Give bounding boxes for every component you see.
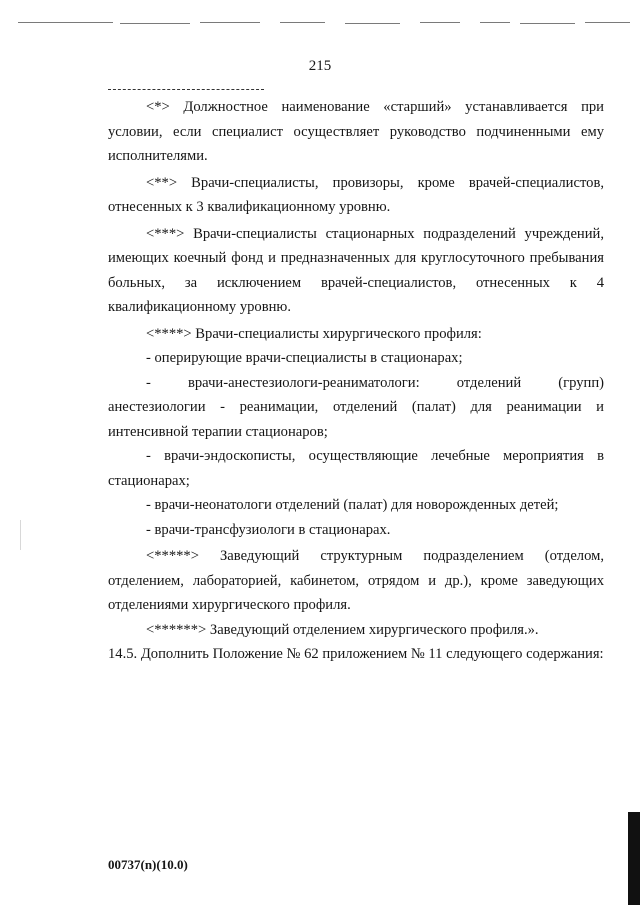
footnote-separator bbox=[108, 89, 264, 90]
footnote-surgical-header: <****> Врачи-специалисты хирургического профиля: bbox=[146, 325, 482, 342]
list-item-anesthesiology: - врачи-анестезиологи-реаниматологи: отделений (групп) анестезиологии - реанимации, отделений (палат) для реанимации и интенсивной терапии стационаров; bbox=[108, 374, 604, 440]
list-item-transfusiology: - врачи-трансфузиологи в стационарах. bbox=[146, 521, 391, 538]
scan-edge-bar bbox=[628, 812, 640, 905]
footnote-surgical-head: <******> Заведующий отделением хирургического профиля.». bbox=[146, 621, 539, 638]
list-item-endoscopy: - врачи-эндоскописты, осуществляющие лечебные мероприятия в стационарах; bbox=[108, 448, 604, 489]
list-item-neonatology: - врачи-неонатологи отделений (палат) для новорожденных детей; bbox=[146, 497, 559, 513]
footnote-department-head: <*****> Заведующий структурным подразделением (отделом, отделением, лабораторией, кабинетом, отрядом и др.), кроме заведующих отделениями хирургического профиля. bbox=[108, 548, 604, 613]
document-body bbox=[108, 95, 604, 667]
footnote-level4: <***> Врачи-специалисты стационарных подразделений учреждений, имеющих коечный фонд и предназначенных для круглосуточного пребывания больных, за исключением врачей-специалистов, отнесенных к 4 квалификационному уровню. bbox=[108, 225, 604, 315]
footnote-level3: <**> Врачи-специалисты, провизоры, кроме врачей-специалистов, отнесенных к 3 квалификационному уровню. bbox=[108, 174, 604, 215]
section-14-5: 14.5. Дополнить Положение № 62 приложением № 11 следующего содержания: bbox=[108, 646, 604, 662]
document-code: 00737(n)(10.0) bbox=[108, 857, 188, 872]
list-item-operating: - оперирующие врачи-специалисты в стационарах; bbox=[146, 350, 463, 366]
page-number: 215 bbox=[308, 58, 332, 74]
footnote-senior: <*> Должностное наименование «старший» устанавливается при условии, если специалист осуществляет руководство подчиненными ему исполнителями. bbox=[108, 99, 604, 164]
scan-speck bbox=[20, 520, 21, 550]
scan-edge-artifact bbox=[0, 22, 640, 24]
